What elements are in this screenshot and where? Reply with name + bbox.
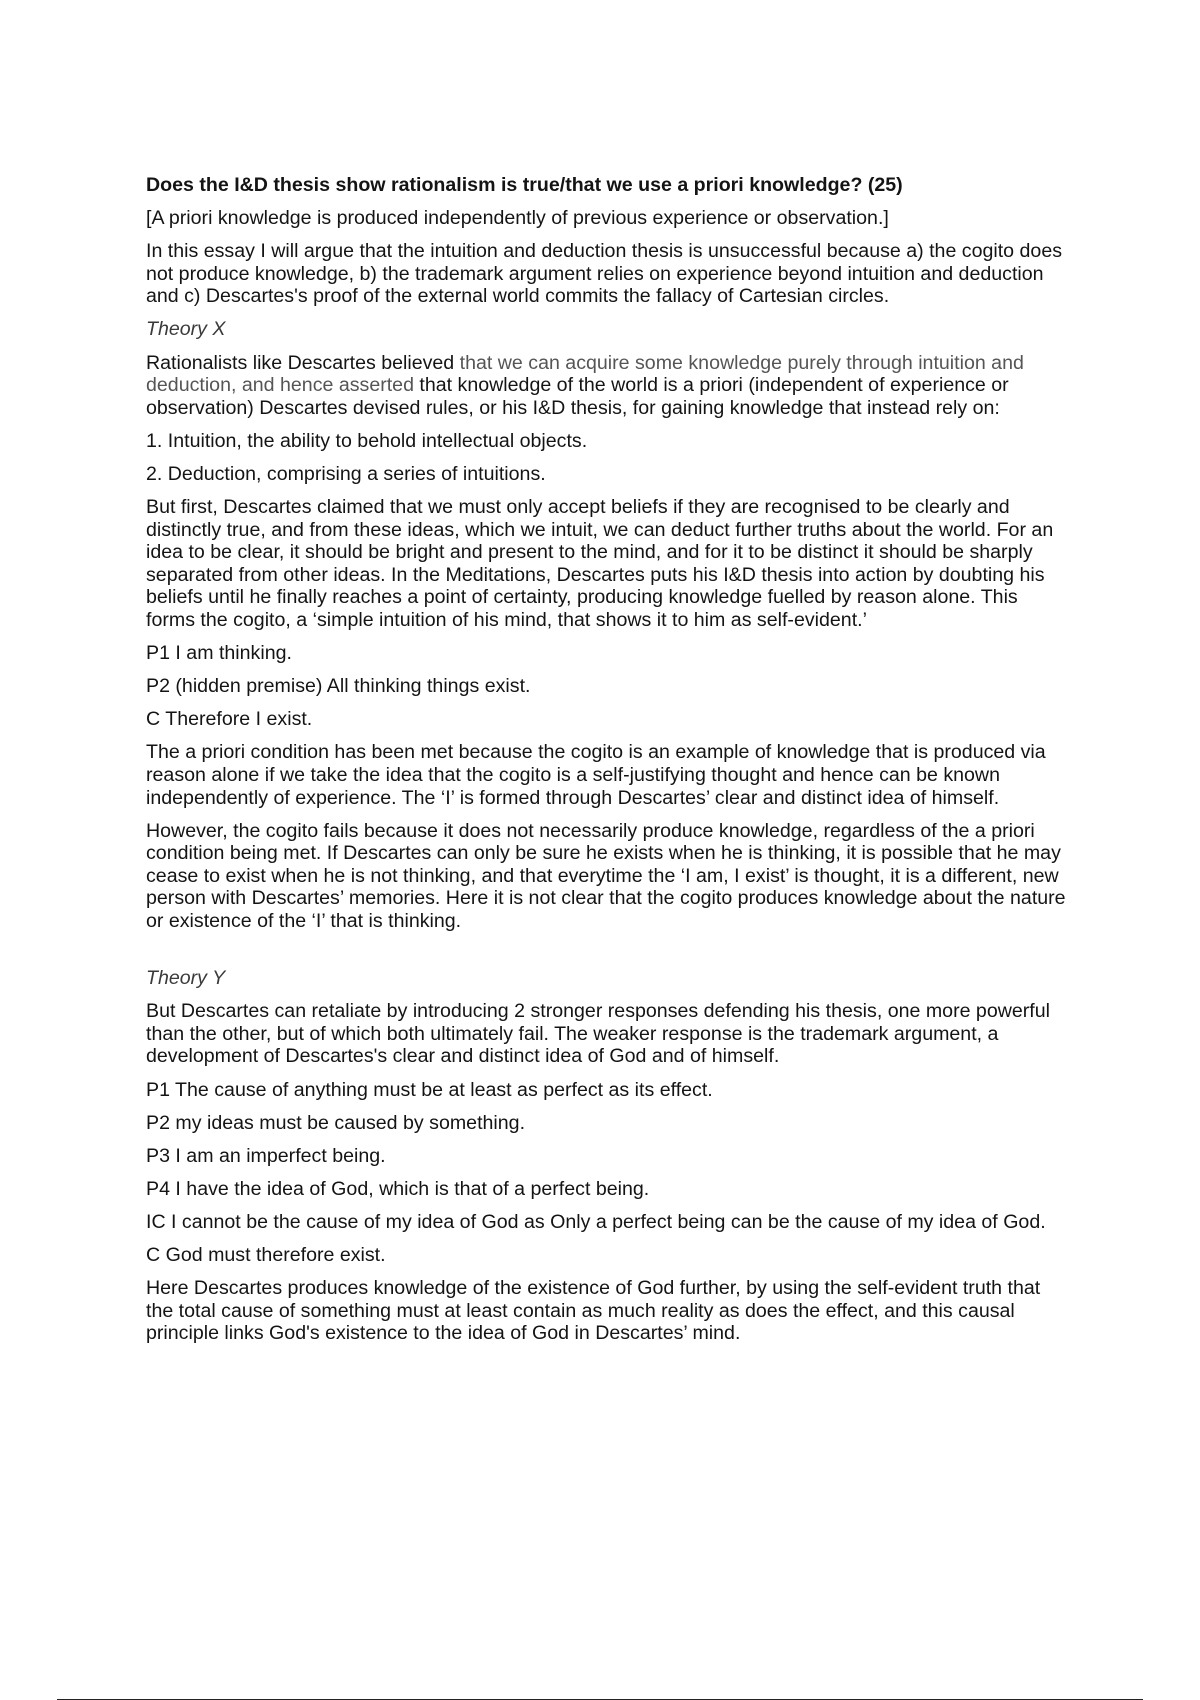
list-item-deduction: 2. Deduction, comprising a series of intuitions.: [146, 462, 546, 485]
theory-x-paragraph-1-end: that knowledge of the world is a priori (independent of experience or observation) Descartes devised rules, or his I&D thesis, for gaining knowledge that instead rely on:: [146, 374, 1009, 419]
theory-x-paragraph-3: The a priori condition has been met because the cogito is an example of knowledge that is produced via reason alone if we take the idea that the cogito is a self-justifying thought and hence can be known independently of experience. The ‘I’ is formed through Descartes’ clear and distinct idea of himself.: [146, 741, 1046, 809]
essay-title: Does the I&D thesis show rationalism is true/that we use a priori knowledge? (25): [146, 174, 903, 196]
list-item-intuition: 1. Intuition, the ability to behold intellectual objects.: [146, 429, 588, 452]
theory-x-paragraph-1: [146, 352, 1066, 420]
theory-x-paragraph-1-grey: that we can acquire some knowledge purely through intuition and deduction, and hence asserted: [146, 351, 1024, 397]
essay-page: [146, 174, 1066, 1355]
theory-x-paragraph-2: But first, Descartes claimed that we must only accept beliefs if they are recognised to be clearly and distinctly true, and from these ideas, which we intuit, we can deduct further truths about the world. For an idea to be clear, it should be bright and present to the mind, and for it to be distinct it should be sharply separated from other ideas. In the Meditations, Descartes puts his I&D thesis into action by doubting his beliefs until he finally reaches a point of certainty, producing knowledge fuelled by reason alone. This forms the cogito, a ‘simple intuition of his mind, that shows it to him as self-evident.’: [146, 496, 1054, 631]
theory-y-paragraph-1: But Descartes can retaliate by introducing 2 stronger responses defending his thesis, one more powerful than the other, but of which both ultimately fail. The weaker response is the trademark argument, a development of Descartes's clear and distinct idea of God and of himself.: [146, 1000, 1050, 1068]
cogito-premise-2: P2 (hidden premise) All thinking things exist.: [146, 675, 531, 698]
theory-x-paragraph-1-start: Rationalists like Descartes believed: [146, 351, 460, 374]
cogito-premise-1: P1 I am thinking.: [146, 642, 292, 665]
trademark-intermediate-conclusion: IC I cannot be the cause of my idea of God as Only a perfect being can be the cause of my idea of God.: [146, 1210, 1046, 1233]
theory-y-heading: Theory Y: [146, 967, 226, 990]
trademark-premise-2: P2 my ideas must be caused by something.: [146, 1111, 526, 1134]
trademark-premise-4: P4 I have the idea of God, which is that of a perfect being.: [146, 1177, 650, 1200]
trademark-premise-1: P1 The cause of anything must be at least as perfect as its effect.: [146, 1078, 713, 1101]
section-gap: [146, 943, 1066, 967]
cogito-conclusion: C Therefore I exist.: [146, 708, 313, 731]
a-priori-definition: [A priori knowledge is produced independently of previous experience or observation.]: [146, 207, 889, 230]
theory-x-paragraph-4: However, the cogito fails because it does not necessarily produce knowledge, regardless of the a priori condition being met. If Descartes can only be sure he exists when he is thinking, it is possible that he may cease to exist when he is not thinking, and that everytime the ‘I am, I exist’ is thought, it is a different, new person with Descartes’ memories. Here it is not clear that the cogito produces knowledge about the nature or existence of the ‘I’ that is thinking.: [146, 819, 1066, 933]
trademark-conclusion: C God must therefore exist.: [146, 1243, 386, 1266]
theory-x-heading: Theory X: [146, 318, 226, 341]
trademark-premise-3: P3 I am an imperfect being.: [146, 1144, 386, 1167]
intro-paragraph: In this essay I will argue that the intuition and deduction thesis is unsuccessful because a) the cogito does not produce knowledge, b) the trademark argument relies on experience beyond intuition and deduction and c) Descartes's proof of the external world commits the fallacy of Cartesian circles.: [146, 240, 1063, 308]
theory-y-paragraph-2: Here Descartes produces knowledge of the existence of God further, by using the self-evident truth that the total cause of something must at least contain as much reality as does the effect, and this causal principle links God's existence to the idea of God in Descartes’ mind.: [146, 1277, 1041, 1345]
